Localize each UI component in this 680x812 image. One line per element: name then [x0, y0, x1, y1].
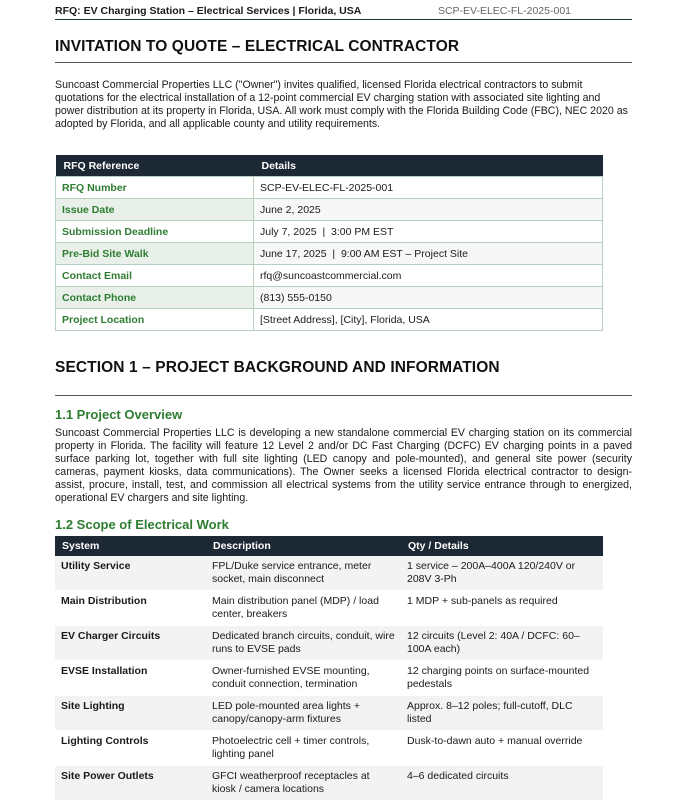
system-cell: Site Lighting: [55, 696, 206, 731]
table-row: [55, 591, 603, 626]
description-cell: Owner-furnished EVSE mounting, conduit connection, termination: [206, 661, 401, 696]
system-cell: Lighting Controls: [55, 731, 206, 766]
table-row: [55, 626, 603, 661]
header-title: RFQ: EV Charging Station – Electrical Services | Florida, USA: [55, 5, 362, 17]
quantity-cell: Dusk-to-dawn auto + manual override: [401, 731, 603, 766]
rfq-field-label: Contact Email: [56, 265, 254, 287]
header-divider: [55, 19, 632, 20]
system-cell: Utility Service: [55, 556, 206, 591]
description-cell: GFCI weatherproof receptacles at kiosk / camera locations: [206, 766, 401, 801]
table-row: [56, 287, 603, 309]
table-row: [56, 221, 603, 243]
table-row: [56, 177, 603, 199]
quantity-cell: 4–6 dedicated circuits: [401, 766, 603, 801]
system-cell: Site Power Outlets: [55, 766, 206, 801]
rfq-field-value: July 7, 2025 | 3:00 PM EST: [254, 221, 603, 243]
scope-of-work-table: [55, 536, 603, 801]
quantity-cell: 1 service – 200A–400A 120/240V or 208V 3-Ph: [401, 556, 603, 591]
page-title: INVITATION TO QUOTE – ELECTRICAL CONTRACTOR: [55, 38, 460, 55]
system-cell: Main Distribution: [55, 591, 206, 626]
intro-paragraph: Suncoast Commercial Properties LLC ("Owner") invites qualified, licensed Florida electrical contractors to submit quotations for the electrical installation of a 12-point commercial EV charging station with associated site lighting and power distribution at its property in Florida, USA. All work must comply with the Florida Building Code (FBC), NEC 2020 as adopted by Florida, and all applicable county and utility requirements.: [55, 79, 628, 130]
system-cell: EVSE Installation: [55, 661, 206, 696]
description-cell: Photoelectric cell + timer controls, lighting panel: [206, 731, 401, 766]
rfq-field-label: Project Location: [56, 309, 254, 331]
quantity-cell: 12 charging points on surface-mounted pedestals: [401, 661, 603, 696]
quantity-cell: 1 MDP + sub-panels as required: [401, 591, 603, 626]
section-1-title: SECTION 1 – PROJECT BACKGROUND AND INFORMATION: [55, 359, 500, 376]
column-header: Description: [206, 536, 401, 556]
table-header-row: [55, 536, 603, 556]
contact-phone: (813) 555-0150: [254, 287, 603, 309]
description-cell: FPL/Duke service entrance, meter socket, main disconnect: [206, 556, 401, 591]
system-cell: EV Charger Circuits: [55, 626, 206, 661]
table-row: [56, 243, 603, 265]
table-row: [55, 766, 603, 801]
rfq-field-label: Contact Phone: [56, 287, 254, 309]
contact-email[interactable]: rfq@suncoastcommercial.com: [254, 265, 603, 287]
rfq-field-value: [Street Address], [City], Florida, USA: [254, 309, 603, 331]
quantity-cell: Approx. 8–12 poles; full-cutoff, DLC listed: [401, 696, 603, 731]
column-header: RFQ Reference: [56, 155, 254, 177]
quantity-cell: 12 circuits (Level 2: 40A / DCFC: 60–100A each): [401, 626, 603, 661]
table-row: [56, 265, 603, 287]
rfq-field-value: June 2, 2025: [254, 199, 603, 221]
column-header: Details: [254, 155, 603, 177]
table-header-row: [56, 155, 603, 177]
description-cell: Dedicated branch circuits, conduit, wire runs to EVSE pads: [206, 626, 401, 661]
subsection-1-2-heading: 1.2 Scope of Electrical Work: [55, 517, 229, 532]
table-row: [55, 731, 603, 766]
rfq-field-value: SCP-EV-ELEC-FL-2025-001: [254, 177, 603, 199]
rfq-field-label: Issue Date: [56, 199, 254, 221]
rfq-field-value: June 17, 2025 | 9:00 AM EST – Project Site: [254, 243, 603, 265]
rfq-reference-table: [55, 155, 603, 331]
table-row: [55, 556, 603, 591]
running-header: [55, 5, 630, 19]
description-cell: LED pole-mounted area lights + canopy/canopy-arm fixtures: [206, 696, 401, 731]
title-divider: [55, 62, 632, 63]
header-reference: SCP-EV-ELEC-FL-2025-001: [437, 5, 571, 17]
table-row: [55, 661, 603, 696]
project-overview-paragraph: Suncoast Commercial Properties LLC is developing a new standalone commercial EV charging station on its commercial property in Florida. The facility will feature 12 Level 2 and/or DC Fast Charging (DCFC) EV charging points in a paved surface parking lot, together with full site lighting (LED canopy and pole-mounted), and general site power (security cameras, payment kiosks, data communications). The Owner seeks a licensed Florida electrical contractor to design-assist, procure, install, test, and commission all electrical systems from the utility service entrance through to energized, operational EV chargers and site lighting.: [55, 427, 632, 504]
table-row: [56, 309, 603, 331]
rfq-field-label: Pre-Bid Site Walk: [56, 243, 254, 265]
subsection-1-1-heading: 1.1 Project Overview: [55, 407, 183, 422]
rfq-field-label: Submission Deadline: [56, 221, 254, 243]
section-divider: [55, 395, 632, 396]
column-header: Qty / Details: [401, 536, 603, 556]
table-row: [55, 696, 603, 731]
rfq-field-label: RFQ Number: [56, 177, 254, 199]
table-row: [56, 199, 603, 221]
column-header: System: [55, 536, 206, 556]
description-cell: Main distribution panel (MDP) / load center, breakers: [206, 591, 401, 626]
